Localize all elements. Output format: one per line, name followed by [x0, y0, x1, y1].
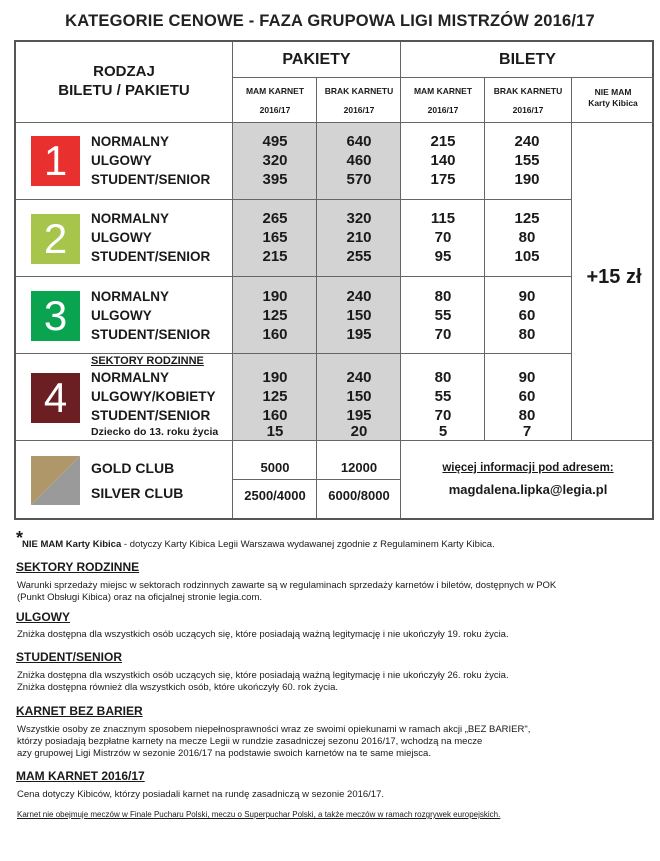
- surcharge-value: +15 zł: [586, 266, 642, 288]
- cat4-row4-label: Dziecko do 13. roku życia: [91, 426, 219, 438]
- price-cell: 115: [430, 210, 456, 227]
- price-cell: 155: [514, 152, 540, 169]
- price-cell: 7: [522, 423, 532, 440]
- price-cell: 240: [346, 288, 372, 305]
- note-bez-barier-line1: Wszystkie osoby ze znacznym sposobem niepełnosprawności wraz ze swoimi opiekunami w ramach akcji „BEZ BARIER",: [17, 724, 531, 735]
- cat4-row2-label: ULGOWY/KOBIETY: [91, 389, 216, 404]
- category-2-badge: 2: [31, 214, 80, 264]
- price-cell: 140: [430, 152, 456, 169]
- cat3-row2-label: ULGOWY: [91, 308, 152, 323]
- price-cell: 395: [262, 171, 288, 188]
- note-student-line1: Zniżka dostępna dla wszystkich osób uczących się, które posiadają ważną legitymację i nie ukończyły 26. roku życia.: [17, 670, 509, 681]
- gold-club-label: GOLD CLUB: [91, 460, 175, 476]
- price-cell: 80: [518, 229, 536, 246]
- gold-brak-price: 12000: [340, 460, 378, 475]
- divider-h-body: [16, 122, 654, 123]
- price-cell: 5: [438, 423, 448, 440]
- price-cell: 70: [434, 229, 452, 246]
- header-season: 2016/17: [427, 105, 459, 115]
- price-cell: 90: [518, 369, 536, 386]
- price-cell: 70: [434, 407, 452, 424]
- divider-h-header: [232, 77, 654, 78]
- header-nie-mam: [572, 87, 654, 109]
- page-title: KATEGORIE CENOWE - FAZA GRUPOWA LIGI MISTRZÓW 2016/17: [65, 12, 595, 30]
- price-cell: 190: [262, 369, 288, 386]
- asterisk-mark: *: [16, 528, 24, 548]
- price-cell: 125: [514, 210, 540, 227]
- note-bez-barier-line3: azy grupowej Ligi Mistrzów w sezonie 2016/17 na podstawie swoich karnetów na te same miejsca.: [17, 748, 431, 759]
- divider-h-cat1: [16, 199, 571, 200]
- price-cell: 160: [262, 407, 288, 424]
- price-cell: 60: [518, 388, 536, 405]
- price-cell: 150: [346, 388, 372, 405]
- note-bez-barier-line2: którzy posiadają bezpłatne karnety na mecze Legii w rundzie zasadniczej sezonu 2016/17, wchodzą na mecze: [17, 736, 483, 747]
- price-cell: 240: [514, 133, 540, 150]
- price-cell: 175: [430, 171, 456, 188]
- price-cell: 640: [346, 133, 372, 150]
- category-4-badge: 4: [31, 373, 80, 423]
- price-cell: 105: [514, 248, 540, 265]
- header-brak-label: BRAK KARNETU: [324, 86, 394, 96]
- cat2-row3-label: STUDENT/SENIOR: [91, 249, 211, 264]
- price-cell: 240: [346, 369, 372, 386]
- cat3-row3-label: STUDENT/SENIOR: [91, 327, 211, 342]
- silver-mam-price: 2500/4000: [244, 488, 306, 503]
- price-cell: 165: [262, 229, 288, 246]
- note-sektory-line2: (Punkt Obsługi Kibica) oraz na oficjalnej stronie legia.com.: [17, 592, 263, 603]
- header-season: 2016/17: [343, 105, 375, 115]
- cat2-row2-label: ULGOWY: [91, 230, 152, 245]
- price-cell: 80: [434, 369, 452, 386]
- price-cell: 20: [350, 423, 368, 440]
- price-cell: 55: [434, 307, 452, 324]
- header-season: 2016/17: [259, 105, 291, 115]
- club-color-swatch: [31, 456, 80, 505]
- price-cell: 60: [518, 307, 536, 324]
- note-title-student: STUDENT/SENIOR: [16, 650, 123, 664]
- gold-mam-price: 5000: [260, 460, 290, 475]
- header-season: 2016/17: [512, 105, 544, 115]
- header-mam-label: MAM KARNET: [245, 86, 305, 96]
- price-cell: 125: [262, 307, 288, 324]
- header-pakiety-brak: [317, 82, 401, 120]
- price-cell: 495: [262, 133, 288, 150]
- header-rodzaj-line2: BILETU / PAKIETU: [58, 82, 190, 99]
- header-bilety: BILETY: [499, 51, 556, 68]
- price-cell: 195: [346, 326, 372, 343]
- silver-brak-price: 6000/8000: [328, 488, 390, 503]
- price-cell: 80: [434, 288, 452, 305]
- note-title-bez-barier: KARNET BEZ BARIER: [16, 704, 143, 718]
- note-sektory-line1: Warunki sprzedaży miejsc w sektorach rodzinnych zawarte są w regulaminach sprzedaży karnetów i biletów, dostępnych w POK: [17, 580, 557, 591]
- price-cell: 70: [434, 326, 452, 343]
- footer-note: Karnet nie obejmuje meczów w Finale Pucharu Polski, meczu o Superpuchar Polski, a także meczów w ramach rozgrywek europejskich.: [17, 810, 501, 819]
- price-cell: 195: [346, 407, 372, 424]
- cat4-row1-label: NORMALNY: [91, 370, 169, 385]
- nie-mam-note: [22, 539, 495, 550]
- nie-mam-note-bold: NIE MAM Karty Kibica: [22, 539, 122, 550]
- cat2-row1-label: NORMALNY: [91, 211, 169, 226]
- note-student-line2: Zniżka dostępna również dla wszystkich osób, które ukończyły 60. rok życia.: [17, 682, 339, 693]
- category-1-badge: 1: [31, 136, 80, 186]
- price-cell: 150: [346, 307, 372, 324]
- note-title-ulgowy: ULGOWY: [16, 610, 70, 624]
- family-sectors-subtitle: SEKTORY RODZINNE: [91, 355, 204, 367]
- info-label: więcej informacji pod adresem:: [442, 462, 614, 474]
- price-cell: 215: [262, 248, 288, 265]
- note-ulgowy-line1: Zniżka dostępna dla wszystkich osób uczących się, które posiadają ważną legitymację i nie ukończyły 19. roku życia.: [17, 629, 509, 640]
- header-nie-mam-line1: NIE MAM: [594, 87, 632, 97]
- price-cell: 210: [346, 229, 372, 246]
- price-cell: 265: [262, 210, 288, 227]
- price-cell: 320: [346, 210, 372, 227]
- silver-club-label: SILVER CLUB: [91, 485, 184, 501]
- price-cell: 215: [430, 133, 456, 150]
- price-cell: 160: [262, 326, 288, 343]
- price-cell: 190: [262, 288, 288, 305]
- header-rodzaj-line1: RODZAJ: [93, 63, 155, 80]
- header-pakiety-mam: [233, 82, 317, 120]
- cat3-row1-label: NORMALNY: [91, 289, 169, 304]
- price-cell: 95: [434, 248, 452, 265]
- header-bilety-brak: [485, 82, 571, 120]
- divider-v5: [571, 78, 572, 440]
- cat1-row1-label: NORMALNY: [91, 134, 169, 149]
- price-table: [14, 40, 654, 520]
- note-title-sektory: SEKTORY RODZINNE: [16, 560, 140, 574]
- price-cell: 125: [262, 388, 288, 405]
- price-cell: 80: [518, 326, 536, 343]
- contact-email[interactable]: magdalena.lipka@legia.pl: [448, 482, 608, 497]
- header-mam-label: MAM KARNET: [413, 86, 473, 96]
- price-cell: 15: [266, 423, 284, 440]
- cat1-row3-label: STUDENT/SENIOR: [91, 172, 211, 187]
- header-bilety-mam: [401, 82, 485, 120]
- price-cell: 55: [434, 388, 452, 405]
- price-cell: 190: [514, 171, 540, 188]
- price-cell: 460: [346, 152, 372, 169]
- note-title-mam-karnet: MAM KARNET 2016/17: [16, 769, 145, 783]
- nie-mam-note-text: - dotyczy Karty Kibica Legii Warszawa wydawanej zgodnie z Regulaminem Karty Kibica.: [121, 539, 495, 550]
- cat1-row2-label: ULGOWY: [91, 153, 152, 168]
- price-cell: 570: [346, 171, 372, 188]
- header-brak-label: BRAK KARNETU: [493, 86, 563, 96]
- cat4-row3-label: STUDENT/SENIOR: [91, 408, 211, 423]
- note-mam-karnet-line1: Cena dotyczy Kibiców, którzy posiadali karnet na rundę zasadniczą w sezonie 2016/17.: [17, 789, 385, 800]
- price-cell: 320: [262, 152, 288, 169]
- divider-h-club: [233, 479, 400, 480]
- price-cell: 80: [518, 407, 536, 424]
- divider-h-cat2: [16, 276, 571, 277]
- category-3-badge: 3: [31, 291, 80, 341]
- header-nie-mam-line2: Karty Kibica: [588, 98, 638, 108]
- header-pakiety: PAKIETY: [282, 51, 351, 68]
- header-rodzaj: [16, 62, 232, 100]
- price-cell: 255: [346, 248, 372, 265]
- price-cell: 90: [518, 288, 536, 305]
